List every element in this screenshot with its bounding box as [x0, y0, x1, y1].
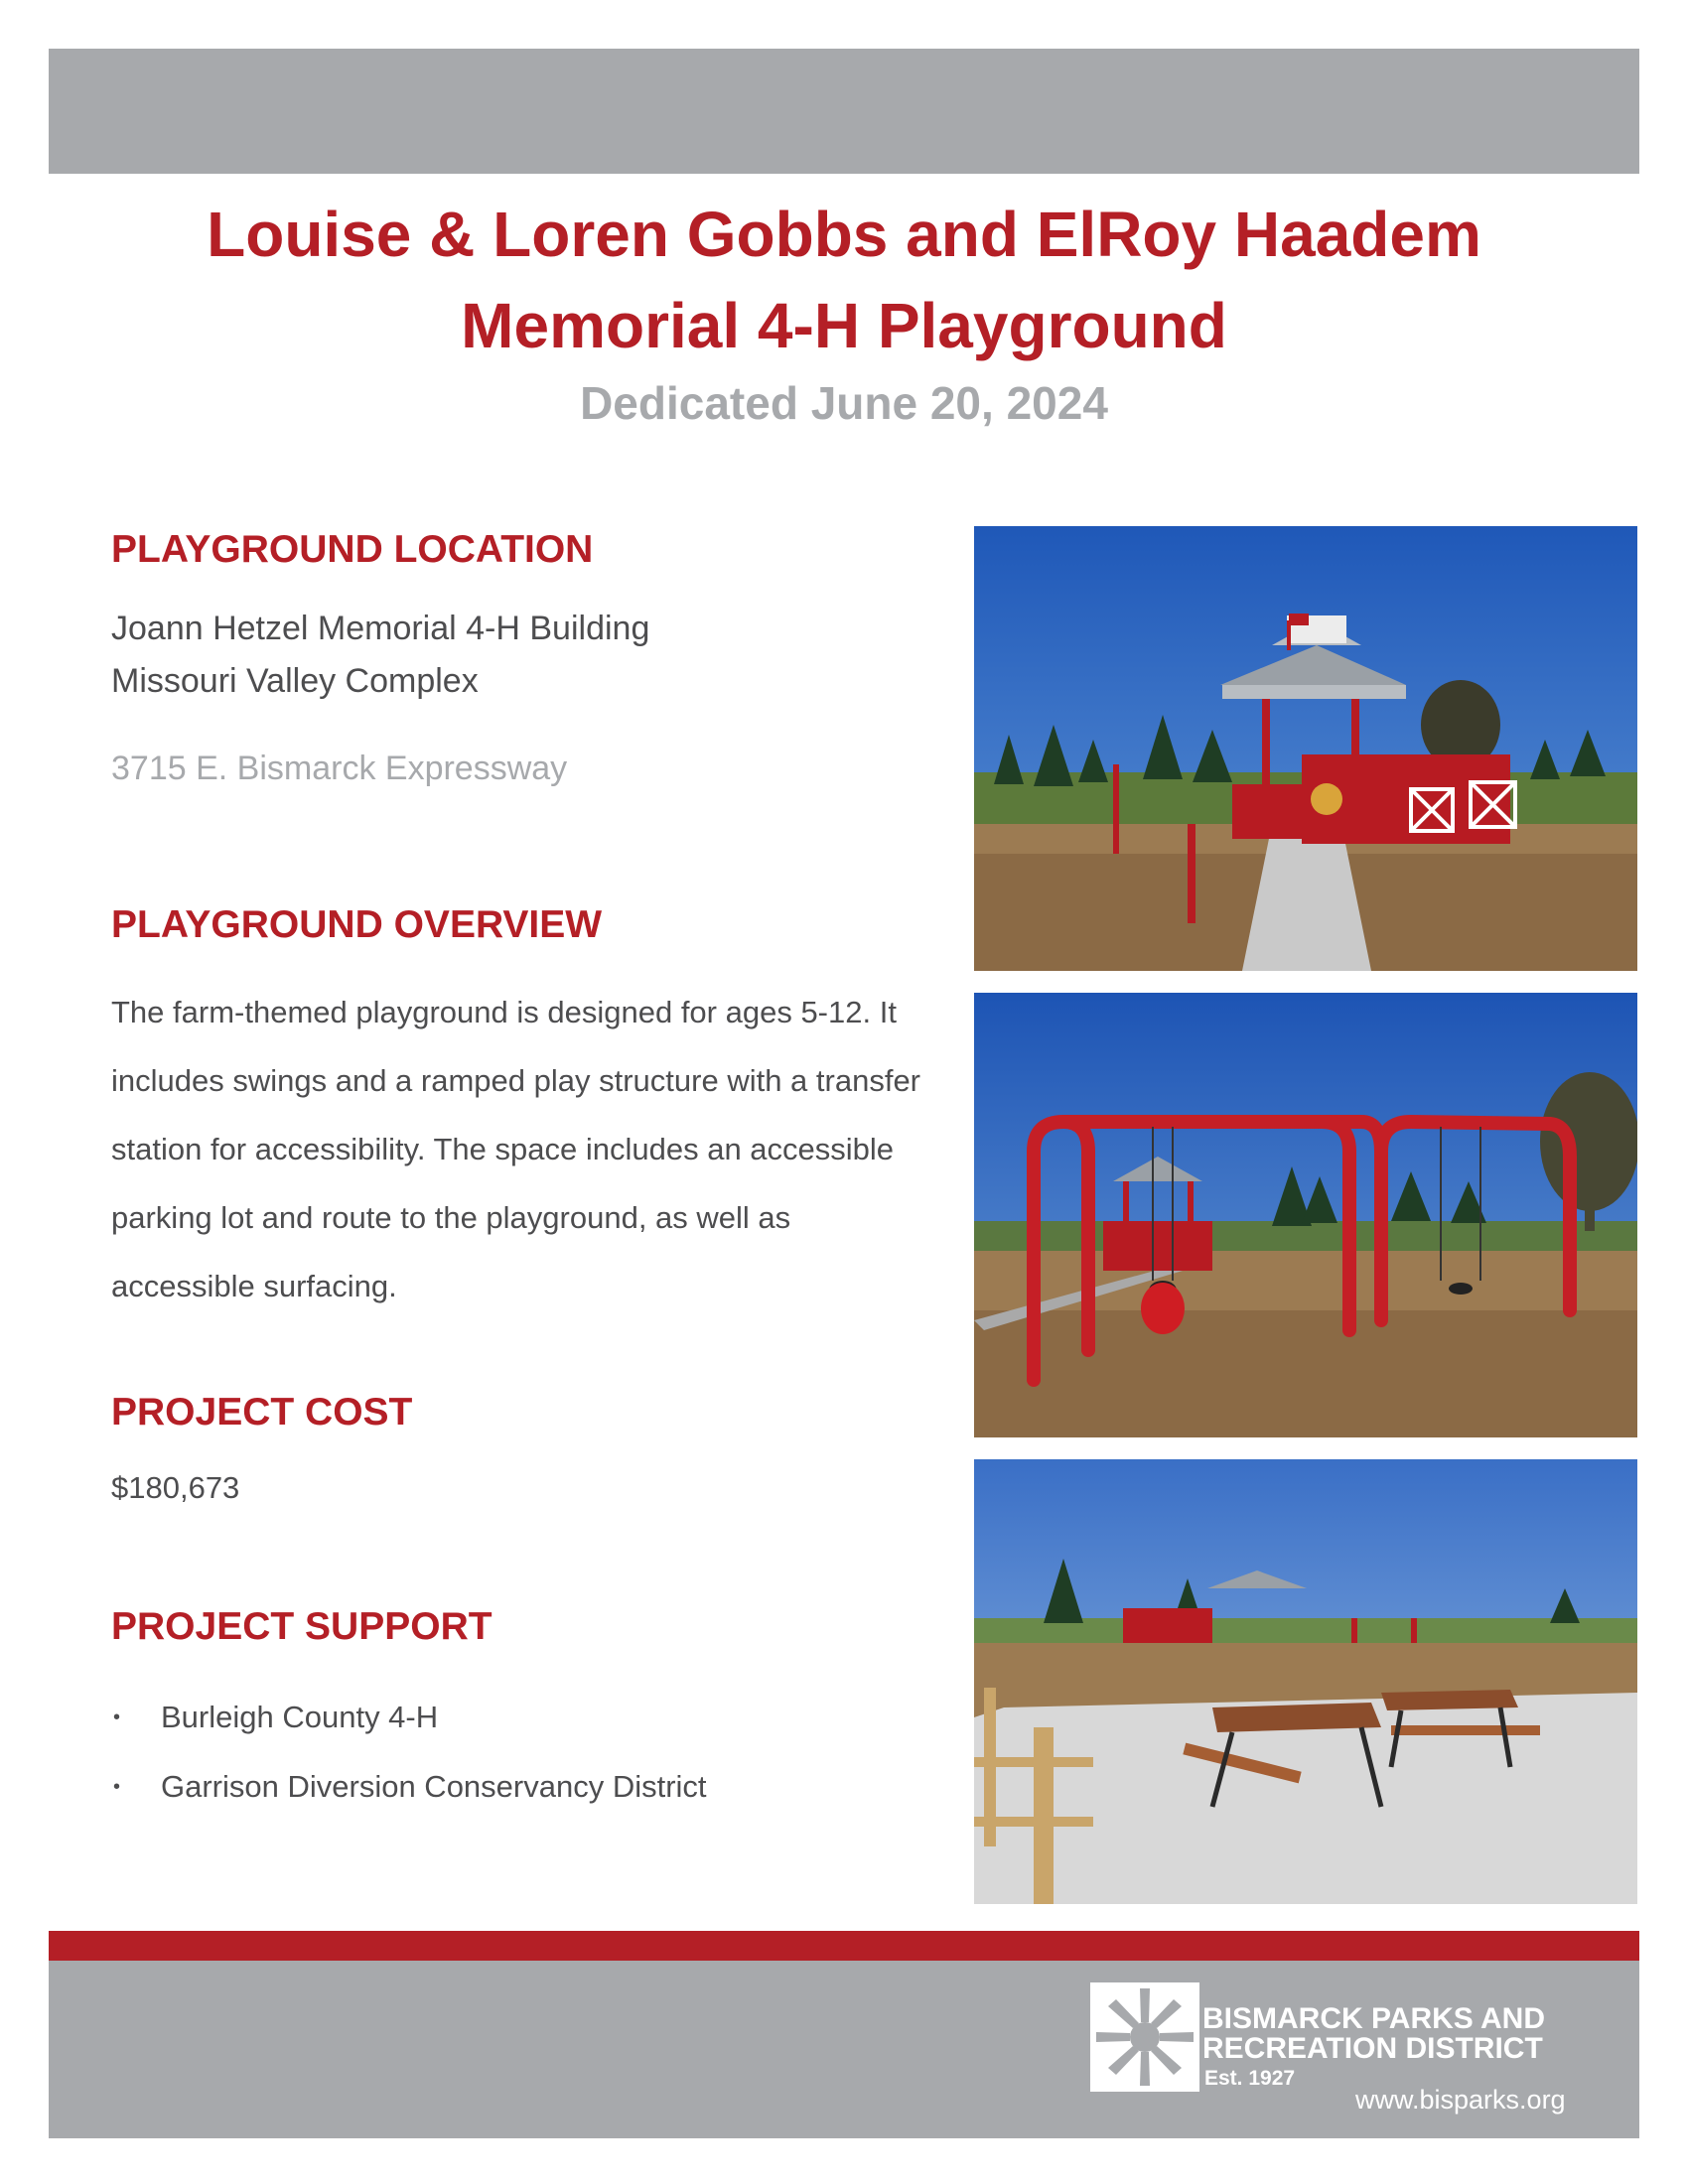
list-item	[111, 1683, 707, 1752]
location-building: Joann Hetzel Memorial 4-H Building	[111, 610, 650, 647]
overview-heading: PLAYGROUND OVERVIEW	[111, 903, 603, 946]
location-address: 3715 E. Bismarck Expressway	[111, 750, 568, 787]
support-item-label: Garrison Diversion Conservancy District	[161, 1769, 707, 1804]
title-line-1: Louise & Loren Gobbs and ElRoy Haadem	[207, 199, 1481, 270]
cost-value: $180,673	[111, 1470, 240, 1505]
top-banner	[49, 49, 1639, 174]
footer-accent-bar	[49, 1931, 1639, 1961]
swings-photo	[974, 993, 1637, 1437]
support-heading: PROJECT SUPPORT	[111, 1605, 492, 1648]
title-line-2: Memorial 4-H Playground	[461, 290, 1227, 361]
list-item	[111, 1752, 707, 1822]
organization-name	[1202, 2004, 1545, 2064]
playground-structure-photo	[974, 526, 1637, 971]
picnic-area-photo	[974, 1459, 1637, 1904]
location-complex: Missouri Valley Complex	[111, 662, 479, 700]
support-list	[111, 1683, 707, 1822]
page-title	[0, 189, 1688, 371]
location-heading: PLAYGROUND LOCATION	[111, 528, 594, 571]
cost-heading: PROJECT COST	[111, 1391, 413, 1433]
bisparks-sun-logo-icon	[1090, 1982, 1199, 2092]
bullet-icon: •	[113, 1776, 121, 1798]
bullet-icon: •	[113, 1706, 121, 1728]
established-year: Est. 1927	[1204, 2067, 1296, 2090]
overview-text: The farm-themed playground is designed for ages 5-12. It includes swings and a ramped play structure with a transfer station for accessibility. The space includes an accessible parking lot and route to the playground, as well as accessible surfacing.	[111, 995, 921, 1303]
support-item-label: Burleigh County 4-H	[161, 1700, 439, 1734]
org-name-line-1: BISMARCK PARKS AND	[1202, 2002, 1545, 2035]
dedication-date: Dedicated June 20, 2024	[580, 377, 1108, 429]
org-name-line-2: RECREATION DISTRICT	[1202, 2032, 1543, 2065]
website-link[interactable]: www.bisparks.org	[1355, 2085, 1566, 2115]
